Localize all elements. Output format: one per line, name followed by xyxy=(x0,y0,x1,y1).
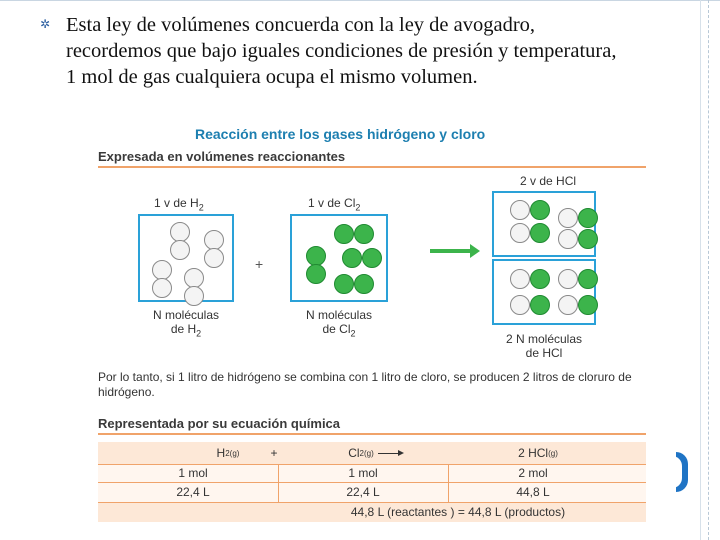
h-atom xyxy=(204,230,224,250)
cl-atom xyxy=(354,224,374,244)
h-atom xyxy=(184,286,204,306)
cl-atom xyxy=(578,295,598,315)
cl2-caption: N moléculas de $Cl_2$ xyxy=(305,308,373,339)
h-atom xyxy=(204,248,224,268)
cl-atom xyxy=(342,248,362,268)
section-equation-rule xyxy=(98,433,646,435)
h2-caption: N moléculas de $H_2$ xyxy=(152,308,220,339)
plus-sign: + xyxy=(255,256,264,272)
table-divider xyxy=(98,502,646,503)
eq-hcl: 2 HCl (g) xyxy=(518,446,558,460)
equation-row xyxy=(98,442,646,464)
h-atom xyxy=(170,222,190,242)
h2-volume-label: 1 v de $H_2$ xyxy=(154,196,204,213)
h-atom xyxy=(510,269,530,289)
hcl-box-top xyxy=(492,191,596,257)
h-atom xyxy=(510,295,530,315)
eq-cl2: Cl 2(g) xyxy=(316,442,436,464)
cl-atom xyxy=(530,200,550,220)
cl-atom xyxy=(362,248,382,268)
cl2-volume-label: 1 v de $Cl_2$ xyxy=(308,196,361,213)
hcl-volume-label: 2 v de HCl xyxy=(520,174,577,188)
hcl-caption: 2 N moléculas de HCl xyxy=(505,332,583,360)
bullet-gear-icon: ✲ xyxy=(40,17,51,31)
total-volume: 44,8 L (reactantes ) = 44,8 L (productos) xyxy=(350,505,566,519)
mol-row xyxy=(98,464,646,482)
hcl-box-bottom xyxy=(492,259,596,325)
mol-hcl: 2 mol xyxy=(518,466,548,480)
cl-atom xyxy=(530,295,550,315)
liters-row xyxy=(98,482,646,502)
h-atom xyxy=(510,200,530,220)
bullet-text: Esta ley de volúmenes concuerda con la ley de avogadro, recordemos que bajo iguales condiciones de presión y temperatura, 1 mol de gas cualquiera ocupa el mismo volumen. xyxy=(66,14,617,88)
cl-atom xyxy=(530,223,550,243)
slide-right-border xyxy=(700,0,701,540)
h-atom xyxy=(558,269,578,289)
slide-right-dashed-border xyxy=(708,0,709,540)
mol-h2: 1 mol xyxy=(178,466,208,480)
mol-cl2: 1 mol xyxy=(348,466,378,480)
cl-atom xyxy=(578,269,598,289)
section-volumes-title: Expresada en volúmenes reaccionantes xyxy=(98,149,346,164)
cl-atom xyxy=(334,274,354,294)
cl-atom xyxy=(578,229,598,249)
eq-plus: + xyxy=(270,446,278,460)
h-atom xyxy=(558,208,578,228)
total-row xyxy=(98,502,646,522)
slide-top-border xyxy=(0,0,720,1)
h-atom xyxy=(152,260,172,280)
equation-table xyxy=(98,442,646,522)
eq-h2: H 2(g) xyxy=(216,446,240,460)
reaction-figure xyxy=(92,120,652,532)
figure-title: Reacción entre los gases hidrógeno y cloro xyxy=(195,126,486,142)
table-col-divider xyxy=(448,464,449,502)
h-atom xyxy=(558,295,578,315)
table-divider xyxy=(98,464,646,465)
section-equation-title: Representada por su ecuación química xyxy=(98,416,341,431)
h-atom xyxy=(170,240,190,260)
cl2-box xyxy=(290,214,388,302)
liters-cl2: 22,4 L xyxy=(346,485,380,499)
h-atom xyxy=(152,278,172,298)
reaction-arrow xyxy=(430,249,472,253)
cl-atom xyxy=(334,224,354,244)
liters-h2: 22,4 L xyxy=(176,485,210,499)
h2-box xyxy=(138,214,234,302)
h-atom xyxy=(558,229,578,249)
cl-atom xyxy=(306,264,326,284)
eq-arrow-icon xyxy=(378,453,400,454)
cl-atom xyxy=(578,208,598,228)
h-atom xyxy=(510,223,530,243)
slide-nav-tab[interactable] xyxy=(676,452,688,492)
h-atom xyxy=(184,268,204,288)
table-col-divider xyxy=(278,464,279,502)
section-volumes-rule xyxy=(98,166,646,168)
table-divider xyxy=(98,482,646,483)
liters-hcl: 44,8 L xyxy=(516,485,550,499)
conclusion-note: Por lo tanto, si 1 litro de hidrógeno se combina con 1 litro de cloro, se producen 2 litros de cloruro de hidrógeno. xyxy=(98,370,632,399)
cl-atom xyxy=(354,274,374,294)
cl-atom xyxy=(306,246,326,266)
cl-atom xyxy=(530,269,550,289)
